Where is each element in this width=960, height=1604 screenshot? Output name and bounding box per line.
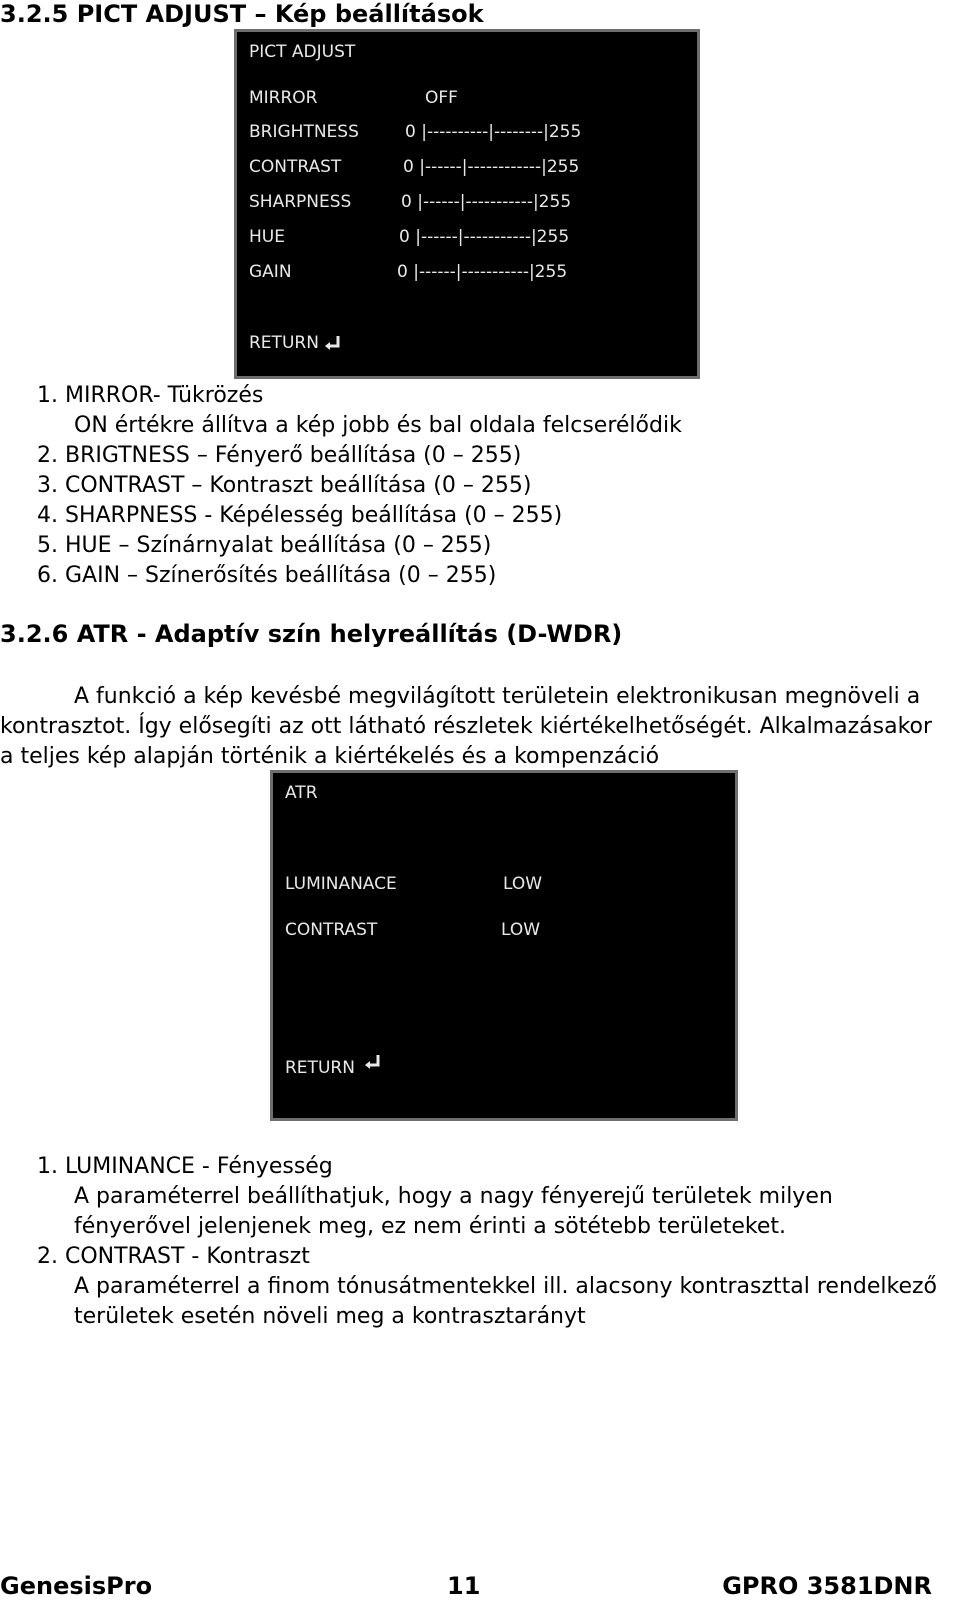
osd-value-luminance: LOW bbox=[503, 874, 543, 894]
paragraph-line: A funkció a kép kevésbé megvilágított területein elektronikusan megnöveli a bbox=[74, 684, 921, 709]
osd-return-label: RETURN bbox=[249, 333, 319, 353]
osd-title: PICT ADJUST bbox=[249, 42, 356, 62]
osd-value-contrast: LOW bbox=[501, 920, 541, 940]
list-item: fényerővel jelenjenek meg, ez nem érinti a sötétebb területeket. bbox=[74, 1214, 787, 1239]
osd-slider-gain: 0 |------|-----------|255 bbox=[397, 262, 568, 282]
list-item: 1. MIRROR- Tükrözés bbox=[37, 383, 264, 408]
list-item: ON értékre állítva a kép jobb és bal oldala felcserélődik bbox=[74, 413, 682, 438]
footer-model: GPRO 3581DNR bbox=[722, 1572, 932, 1600]
osd-slider-hue: 0 |------|-----------|255 bbox=[399, 227, 570, 247]
list-item: területek esetén növeli meg a kontrasztarányt bbox=[74, 1304, 586, 1329]
osd-value-mirror: OFF bbox=[425, 88, 458, 108]
osd-slider-brightness: 0 |----------|--------|255 bbox=[405, 122, 582, 142]
osd-slider-contrast: 0 |------|------------|255 bbox=[403, 157, 580, 177]
footer-brand: GenesisPro bbox=[0, 1572, 153, 1600]
list-item: 6. GAIN – Színerősítés beállítása (0 – 255) bbox=[37, 563, 497, 588]
osd-slider-sharpness: 0 |------|-----------|255 bbox=[401, 192, 572, 212]
paragraph-line: kontrasztot. Így elősegíti az ott látható részletek kiértékelhetőségét. Alkalmazásakor bbox=[0, 714, 933, 739]
paragraph-line: a teljes kép alapján történik a kiértékelés és a kompenzáció bbox=[0, 744, 660, 769]
list-item: 2. CONTRAST - Kontraszt bbox=[37, 1244, 310, 1269]
pict-adjust-osd-menu bbox=[234, 29, 700, 379]
list-item: 5. HUE – Színárnyalat beállítása (0 – 255) bbox=[37, 533, 492, 558]
osd-return-label: RETURN bbox=[285, 1058, 355, 1078]
osd-label-sharpness: SHARPNESS bbox=[249, 192, 352, 212]
list-item: 1. LUMINANCE - Fényesség bbox=[37, 1154, 333, 1179]
list-item: A paraméterrel a finom tónusátmentekkel ill. alacsony kontraszttal rendelkező bbox=[74, 1274, 937, 1299]
osd-label-hue: HUE bbox=[249, 227, 285, 247]
osd-title: ATR bbox=[285, 783, 318, 803]
list-item: A paraméterrel beállíthatjuk, hogy a nagy fényerejű területek milyen bbox=[74, 1184, 833, 1209]
section-title: 3.2.6 ATR - Adaptív szín helyreállítás (D-WDR) bbox=[0, 620, 623, 648]
osd-label-contrast: CONTRAST bbox=[249, 157, 342, 177]
list-item: 3. CONTRAST – Kontraszt beállítása (0 – 255) bbox=[37, 473, 532, 498]
list-item: 4. SHARPNESS - Képélesség beállítása (0 – 255) bbox=[37, 503, 563, 528]
osd-label-luminance: LUMINANACE bbox=[285, 874, 397, 894]
osd-label-gain: GAIN bbox=[249, 262, 292, 282]
list-item: 2. BRIGTNESS – Fényerő beállítása (0 – 255) bbox=[37, 443, 522, 468]
enter-arrow-icon bbox=[323, 334, 343, 352]
osd-label-mirror: MIRROR bbox=[249, 88, 318, 108]
osd-label-contrast: CONTRAST bbox=[285, 920, 378, 940]
section-title: 3.2.5 PICT ADJUST – Kép beállítások bbox=[0, 0, 484, 28]
osd-label-brightness: BRIGHTNESS bbox=[249, 122, 359, 142]
atr-osd-menu bbox=[270, 770, 738, 1121]
page-number: 11 bbox=[447, 1572, 481, 1600]
enter-arrow-icon bbox=[363, 1053, 383, 1071]
